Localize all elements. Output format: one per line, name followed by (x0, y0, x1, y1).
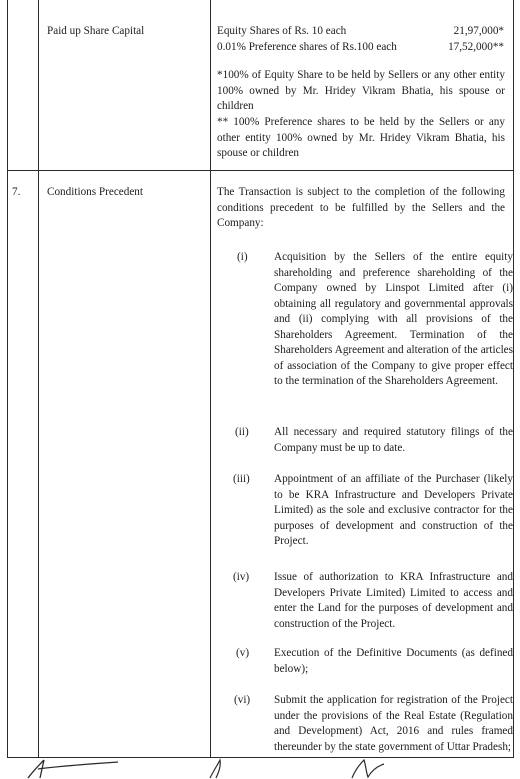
capital-amount-preference: 17,52,000** (448, 41, 504, 53)
note-preference-holding: ** 100% Preference shares to be held by the Sellers or any other entity 100% owned by Mr. Hridey Vikram Bhatia, his spouse or children (217, 116, 505, 160)
condition-text: Acquisition by the Sellers of the entire equity shareholding and preference shareholding of the Company owned by Linspot Limited after (i) obtaining all regulatory and governmental approvals and (ii) complying with all provisions of the Shareholders Agreement. Termination of the Shareholders Agreement and alteration of the articles of association of the Company to give proper effect to the termination of the Shareholders Agreement. (274, 251, 513, 387)
condition-text: Appointment of an affiliate of the Purchaser (likely to be KRA Infrastructure and Developers Private Limited) as the sole and exclusive contractor for the purposes of development and construction of the Project. (274, 473, 513, 547)
condition-number: (iii) (233, 473, 250, 485)
signature-marks (0, 758, 520, 779)
condition-text: Execution of the Definitive Documents (as defined below); (274, 647, 513, 675)
capital-line-preference: 0.01% Preference shares of Rs.100 each (217, 41, 397, 53)
conditions-intro: The Transaction is subject to the completion of the following conditions precedent to be fulfilled by the Sellers and the Company: (217, 186, 505, 230)
condition-text: Submit the application for registration of the Project under the provisions of the Real Estate (Regulation and Development) Act, 2016 and rules framed thereunder by the state government of Uttar Pradesh; (274, 694, 513, 753)
table-border-right (513, 0, 514, 758)
capital-line-equity: Equity Shares of Rs. 10 each (217, 25, 347, 37)
condition-text: All necessary and required statutory filings of the Company must be up to date. (274, 426, 513, 454)
table-border-left (7, 0, 8, 758)
condition-number: (iv) (233, 571, 250, 583)
note-equity-holding: *100% of Equity Share to be held by Sellers or any other entity 100% owned by Mr. Hridey Vikram Bhatia, his spouse or children (217, 69, 505, 113)
row-label-conditions: Conditions Precedent (47, 186, 144, 198)
condition-text: Issue of authorization to KRA Infrastructure and Developers Private Limited) Limited to access and enter the Land for the purposes of development and construction of the Project. (274, 571, 513, 630)
row-number: 7. (12, 186, 21, 198)
condition-number: (vi) (234, 694, 251, 706)
condition-number: (ii) (235, 426, 249, 438)
table-divider-label (210, 0, 211, 758)
table-divider-number (38, 0, 39, 758)
row-separator (7, 170, 514, 171)
condition-number: (v) (236, 647, 250, 659)
row-label-share-capital: Paid up Share Capital (47, 25, 145, 37)
capital-amount-equity: 21,97,000* (453, 25, 504, 37)
condition-number: (i) (237, 251, 248, 263)
